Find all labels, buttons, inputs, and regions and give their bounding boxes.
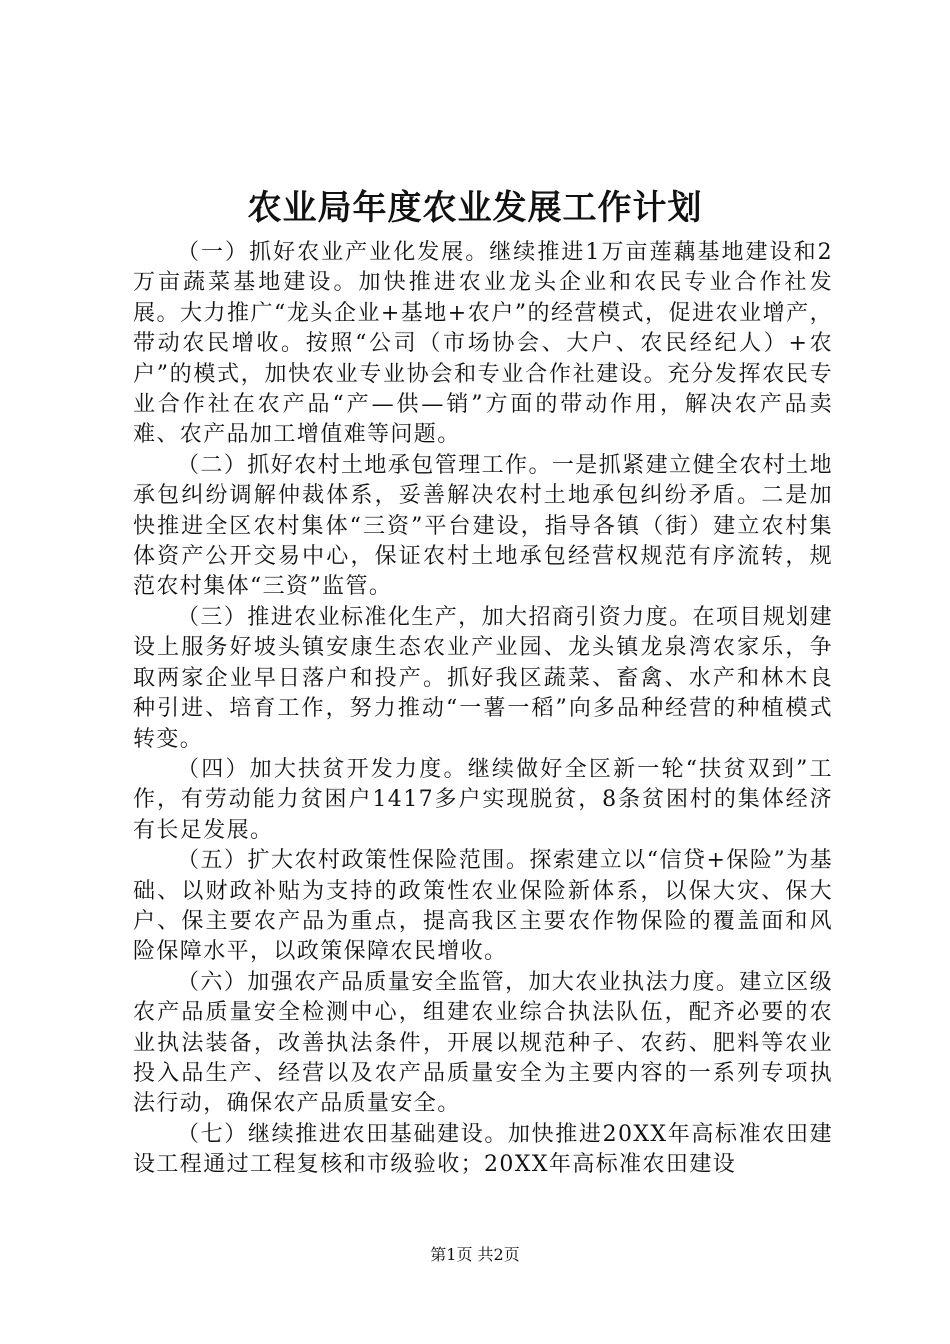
page-number-footer: 第1页 共2页: [430, 1245, 520, 1264]
paragraph-1: （一）抓好农业产业化发展。继续推进1万亩莲藕基地建设和2万亩蔬菜基地建设。加快推进农业龙头企业和农民专业合作社发展。大力推广“龙头企业+基地+农户”的经营模式，促进农业增产，带动农民增收。按照“公司（市场协会、大户、农民经纪人）+农户”的模式，加快农业专业协会和专业合作社建设。充分发挥农民专业合作社在农产品“产—供—销”方面的带动作用，解决农产品卖难、农产品加工增值难等问题。: [133, 240, 833, 448]
document-body: [133, 238, 833, 1181]
paragraph-5: （五）扩大农村政策性保险范围。探索建立以“信贷+保险”为基础、以财政补贴为支持的政策性农业保险新体系，以保大灾、保大户、保主要农产品为重点，提高我区主要农作物保险的覆盖面和风险保障水平，以政策保障农民增收。: [133, 848, 833, 965]
paragraph-3: （三）推进农业标准化生产，加大招商引资力度。在项目规划建设上服务好坡头镇安康生态农业产业园、龙头镇龙泉湾农家乐，争取两家企业早日落户和投产。抓好我区蔬菜、畜禽、水产和林木良种引进、培育工作，努力推动“一薯一稻”向多品种经营的种植模式转变。: [133, 604, 833, 752]
paragraph-4: （四）加大扶贫开发力度。继续做好全区新一轮“扶贫双到”工作，有劳动能力贫困户1417多户实现脱贫，8条贫困村的集体经济有长足发展。: [133, 756, 833, 843]
paragraph-6: （六）加强农产品质量安全监管，加大农业执法力度。建立区级农产品质量安全检测中心，组建农业综合执法队伍，配齐必要的农业执法装备，改善执法条件，开展以规范种子、农药、肥料等农业投入品生产、经营以及农产品质量安全为主要内容的一系列专项执法行动，确保农产品质量安全。: [133, 969, 833, 1117]
document-title: 农业局年度农业发展工作计划: [247, 188, 703, 228]
paragraph-2: （二）抓好农村土地承包管理工作。一是抓紧建立健全农村土地承包纠纷调解仲裁体系，妥善解决农村土地承包纠纷矛盾。二是加快推进全区农村集体“三资”平台建设，指导各镇（街）建立农村集体资产公开交易中心，保证农村土地承包经营权规范有序流转，规范农村集体“三资”监管。: [133, 452, 833, 600]
paragraph-7: （七）继续推进农田基础建设。加快推进20XX年高标准农田建设工程通过工程复核和市级验收；20XX年高标准农田建设: [133, 1121, 833, 1178]
